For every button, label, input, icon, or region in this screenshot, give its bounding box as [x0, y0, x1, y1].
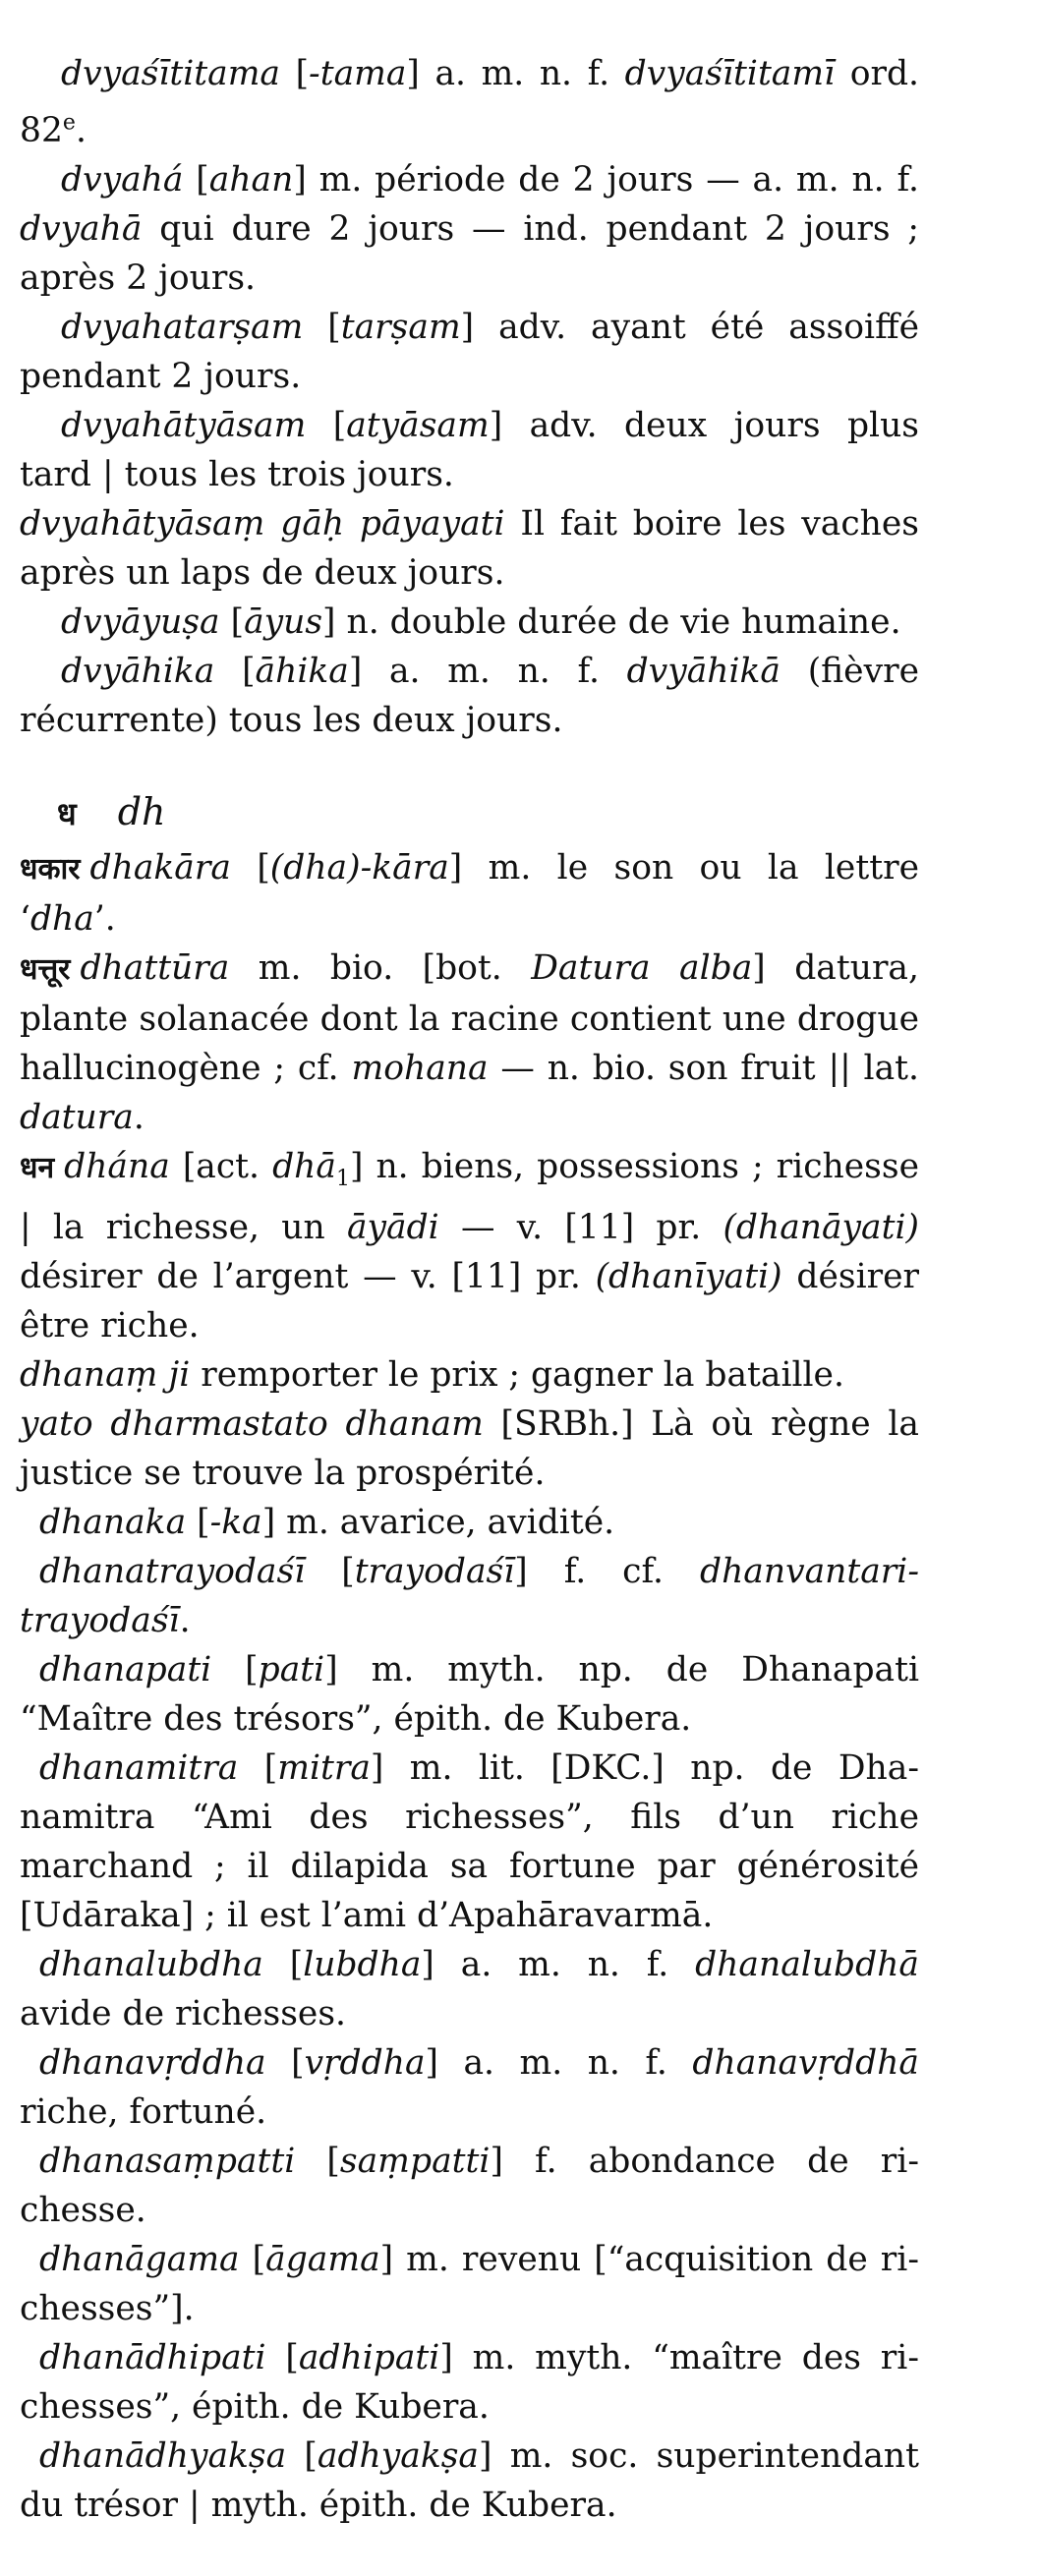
section-heading — [20, 784, 919, 841]
dictionary-entry — [20, 155, 919, 303]
entry-headword: dhána — [64, 1146, 170, 1186]
dictionary-entry — [20, 1350, 919, 1400]
dictionary-entry — [20, 2235, 919, 2333]
dictionary-entry — [20, 2333, 919, 2432]
entry-definition: Il fait boire les vaches après un laps de deux jours. — [20, 503, 919, 593]
entry-headword: dvyahá — [61, 159, 184, 200]
dictionary-entry — [20, 843, 919, 944]
dictionary-entry — [20, 598, 919, 647]
entry-headword: dhanamitra — [39, 1748, 239, 1789]
dictionary-entry — [20, 1547, 919, 1645]
entry-headword: dvyahātyāsam — [61, 405, 307, 445]
dictionary-entry — [20, 1400, 919, 1498]
entry-headword: dvyaśītitama — [61, 54, 280, 93]
dictionary-entry — [20, 1940, 919, 2038]
entry-headword: dhakāra — [89, 847, 231, 887]
dictionary-entry — [20, 1645, 919, 1744]
entry-headword: dhanatrayodaśī — [39, 1552, 306, 1592]
dictionary-entry — [20, 2137, 919, 2235]
entry-definition: [āgama] m. revenu [“acquisition de ri-chesses”]. — [20, 2240, 919, 2329]
entry-definition: [-ka] m. avarice, avidité. — [186, 1503, 615, 1543]
entry-definition: [trayodaśī] f. cf. dhanvantari-trayodaśī. — [20, 1552, 919, 1641]
entry-headword: dvyahatarṣam — [61, 307, 304, 347]
entry-definition: [saṃpatti] f. abondance de ri-chesse. — [20, 2142, 919, 2231]
entry-definition: remporter le prix ; gagner la bataille. — [190, 1355, 844, 1396]
entry-headword: dhanādhipati — [39, 2338, 266, 2378]
entry-definition: [āyus] n. double durée de vie humaine. — [219, 601, 901, 642]
dictionary-entry — [20, 49, 919, 155]
entry-definition: [vṛddha] a. m. n. f. dhanavṛddhā riche, fortuné. — [20, 2043, 919, 2133]
dictionary-entry — [20, 1142, 919, 1351]
entry-headword: dhanalubdha — [39, 1945, 263, 1985]
dictionary-entry — [20, 499, 919, 598]
entry-definition: [lubdha] a. m. n. f. dhanalubdhā avide de richesses. — [20, 1945, 919, 2034]
entry-definition: [SRBh.] Là où règne la justice se trouve la prospérité. — [20, 1404, 919, 1494]
entry-definition: [-tama] a. m. n. f. dvyaśītitamī ord. 82e. — [20, 54, 920, 150]
entry-definition: m. bio. [bot. Datura alba] datura, plante solanacée dont la racine contient une drogue hallucinogène ; cf. mohana — n. bio. son fruit || lat. datura. — [20, 947, 919, 1137]
entry-definition: [tarṣam] adv. ayant été assoiffé pendant 2 jours. — [20, 307, 919, 396]
entries-dh — [20, 843, 919, 2531]
section-devanagari: ध — [57, 794, 77, 832]
entry-definition: [act. dhā$_1$] n. biens, possessions ; richesse | la richesse, un āyādi — v. [11] pr. (dhanāyati) désirer de l’argent — v. [11] pr. (dhanīyati) désirer être riche. — [20, 1146, 919, 1346]
entry-devanagari: धकार — [20, 851, 81, 887]
entry-headword: dhanādhyakṣa — [39, 2436, 287, 2477]
entry-definition: [adhipati] m. myth. “maître des ri-chesses”, épith. de Kubera. — [20, 2338, 919, 2428]
entry-headword: dvyahātyāsaṃ gāḥ pāyayati — [20, 503, 505, 544]
entry-headword: dhanaṃ ji — [20, 1355, 191, 1396]
entry-devanagari: धन — [20, 1150, 55, 1185]
entry-headword: dhattūra — [80, 947, 230, 988]
entry-definition: [atyāsam] adv. deux jours plus tard | tous les trois jours. — [20, 405, 919, 494]
dictionary-entry — [20, 944, 919, 1142]
entry-headword: dvyāhika — [61, 651, 215, 691]
entry-headword: yato dharmastato dhanam — [20, 1404, 484, 1445]
entry-headword: dhanaka — [39, 1503, 187, 1543]
entry-definition: [(dha)-kāra] m. le son ou la lettre ‘dha’. — [20, 847, 919, 939]
entry-definition: [adhyakṣa] m. soc. superintendant du trésor | myth. épith. de Kubera. — [20, 2436, 919, 2526]
text-column — [20, 49, 919, 2530]
entry-definition: [āhika] a. m. n. f. dvyāhikā (fièvre récurrente) tous les deux jours. — [20, 651, 919, 740]
dictionary-entry — [20, 2038, 919, 2137]
dictionary-entry — [20, 2432, 919, 2530]
dictionary-entry — [20, 647, 919, 745]
entry-definition: [ahan] m. période de 2 jours — a. m. n. f. dvyahā qui dure 2 jours — ind. pendant 2 jours ; après 2 jours. — [20, 159, 919, 298]
dictionary-entry — [20, 401, 919, 499]
entry-devanagari: धत्तूर — [20, 951, 71, 987]
dictionary-entry — [20, 303, 919, 401]
entry-headword: dhanasaṃpatti — [39, 2142, 296, 2182]
entry-definition: [mitra] m. lit. [DKC.] np. de Dha-namitra “Ami des richesses”, fils d’un riche marchand ; il dilapida sa fortune par générosité [Udāraka] ; il est l’ami d’Apahāravarmā. — [20, 1748, 919, 1936]
entry-headword: dhanavṛddha — [39, 2043, 266, 2084]
entry-headword: dhanāgama — [39, 2240, 240, 2280]
entry-headword: dvyāyuṣa — [61, 601, 220, 642]
entry-headword: dhanapati — [39, 1650, 212, 1690]
entry-definition: [pati] m. myth. np. de Dhanapati “Maître des trésors”, épith. de Kubera. — [20, 1650, 919, 1740]
dictionary-entry — [20, 1498, 919, 1547]
section-latin: dh — [117, 789, 166, 833]
entries-dv — [20, 49, 919, 745]
dictionary-entry — [20, 1744, 919, 1940]
